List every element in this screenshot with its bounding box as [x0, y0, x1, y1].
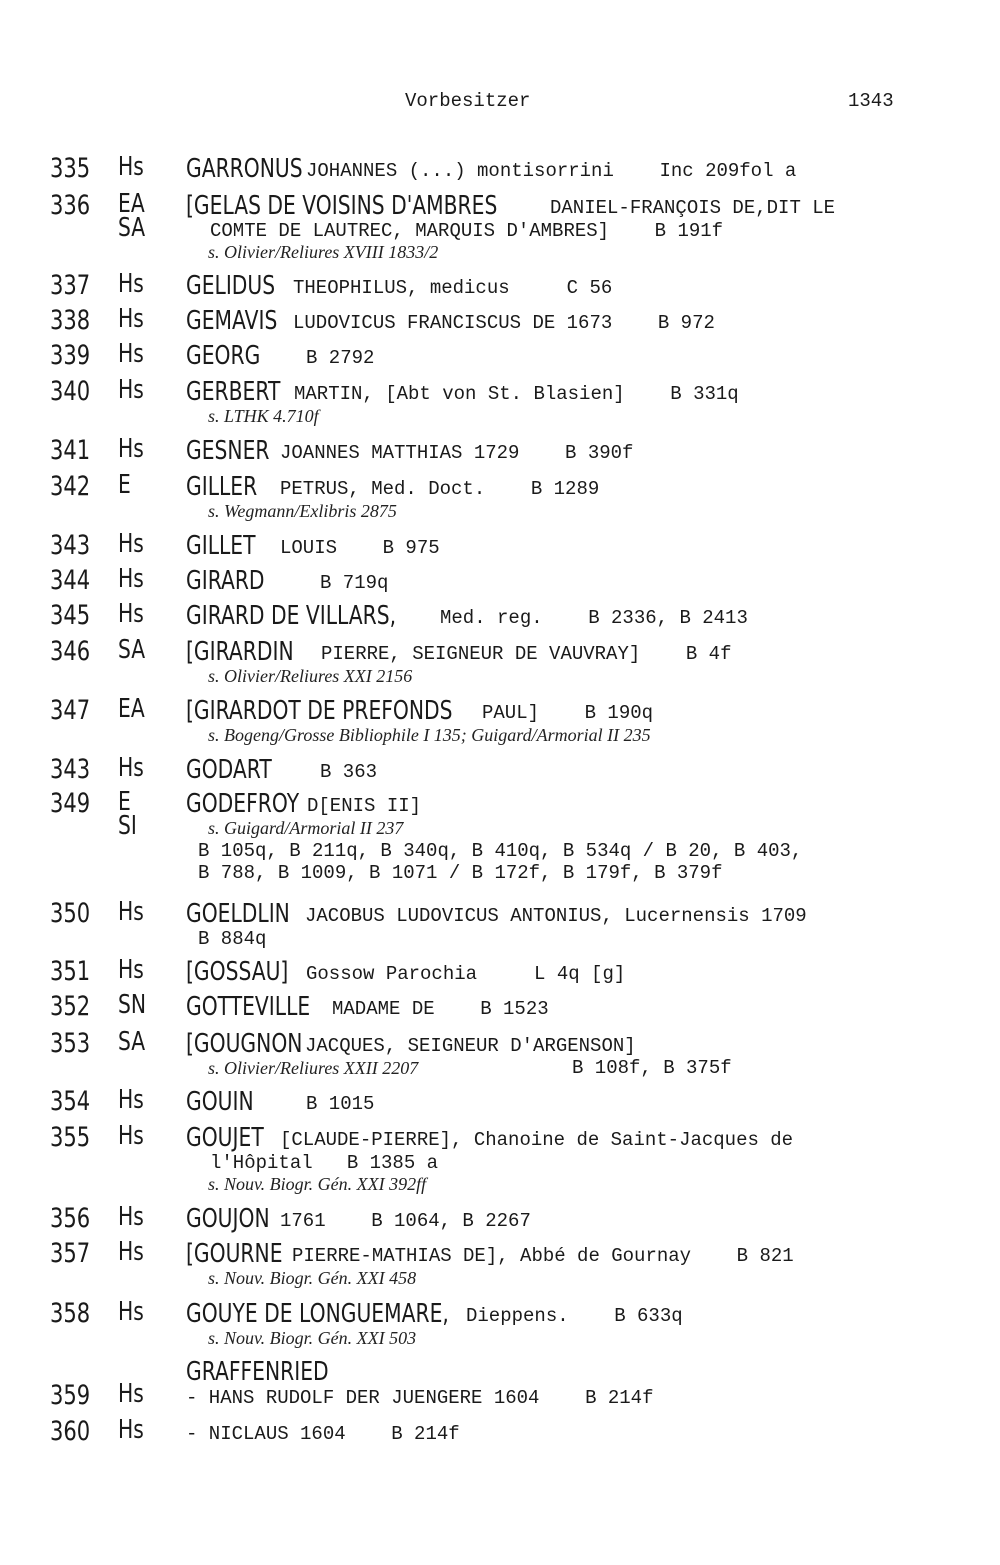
- entry-number: 343: [50, 754, 91, 785]
- entry-details: - NICLAUS 1604 B 214f: [186, 1423, 460, 1445]
- entry-class: [118, 1202, 144, 1232]
- entry-number: 336: [50, 190, 91, 221]
- entry-number: 340: [50, 376, 91, 407]
- entry-class: [118, 269, 144, 299]
- reference-note: s. Olivier/Reliures XXI 2156: [208, 666, 413, 686]
- class-code: Hs: [118, 529, 144, 559]
- class-code: Hs: [118, 599, 144, 629]
- entry-details: DANIEL-FRANÇOIS DE,DIT LE: [550, 197, 836, 219]
- page-header: [0, 90, 1000, 116]
- entry-details: Gossow Parochia L 4q [g]: [306, 963, 626, 985]
- entry-details: PIERRE, SEIGNEUR DE VAUVRAY] B 4f: [321, 643, 732, 665]
- entry-number: 352: [50, 991, 91, 1022]
- entry-number: 358: [50, 1298, 91, 1329]
- entry-number: 342: [50, 471, 91, 502]
- continuation-line: B 788, B 1009, B 1071 / B 172f, B 179f, B 379f: [198, 862, 723, 884]
- entry-number: 359: [50, 1380, 91, 1411]
- owner-name: GOELDLIN: [186, 899, 290, 929]
- reference-note: s. LTHK 4.710f: [208, 406, 319, 426]
- class-code: Hs: [118, 304, 144, 334]
- entry-details: JOHANNES (...) montisorrini Inc 209fol a: [306, 160, 797, 182]
- class-code: Hs: [118, 1237, 144, 1267]
- class-code: EA: [118, 694, 145, 724]
- entry-number: 349: [50, 788, 91, 819]
- entry-class: [118, 1085, 144, 1115]
- entry-number: 337: [50, 270, 91, 301]
- continuation-line: B 105q, B 211q, B 340q, B 410q, B 534q / B 20, B 403,: [198, 840, 803, 862]
- entry-class: [118, 304, 144, 334]
- owner-name: GIRARD: [186, 566, 265, 596]
- entry-class: [118, 599, 144, 629]
- entry-class: [118, 787, 137, 841]
- entry-number: 341: [50, 435, 91, 466]
- entry-number: 346: [50, 636, 91, 667]
- entry-details: PIERRE-MATHIAS DE], Abbé de Gournay B 821: [292, 1245, 794, 1267]
- class-code: Hs: [118, 1415, 144, 1445]
- owner-name: [GELAS DE VOISINS D'AMBRES: [186, 191, 498, 221]
- owner-name: GARRONUS: [186, 154, 303, 184]
- entry-details: MARTIN, [Abt von St. Blasien] B 331q: [294, 383, 739, 405]
- entry-details: Med. reg. B 2336, B 2413: [440, 607, 748, 629]
- owner-name: GILLET: [186, 531, 256, 561]
- owner-name: GEMAVIS: [186, 306, 278, 336]
- entry-number: 335: [50, 153, 91, 184]
- class-code: Hs: [118, 1297, 144, 1327]
- owner-name: GOUIN: [186, 1087, 254, 1117]
- page-number: 1343: [848, 90, 894, 112]
- class-code: Hs: [118, 753, 144, 783]
- entry-details: LUDOVICUS FRANCISCUS DE 1673 B 972: [293, 312, 715, 334]
- class-code: SN: [118, 990, 147, 1020]
- entry-class: [118, 434, 144, 464]
- owner-name: GODART: [186, 755, 272, 785]
- owner-name: GOUJON: [186, 1204, 270, 1234]
- group-heading: GRAFFENRIED: [186, 1357, 329, 1387]
- entry-class: [118, 529, 144, 559]
- reference-note: s. Nouv. Biogr. Gén. XXI 392ff: [208, 1174, 427, 1194]
- entry-number: 344: [50, 565, 91, 596]
- entry-details: B 2792: [306, 347, 375, 369]
- reference-note: s. Nouv. Biogr. Gén. XXI 458: [208, 1268, 417, 1288]
- entry-number: 338: [50, 305, 91, 336]
- entry-details: LOUIS B 975: [280, 537, 440, 559]
- reference-shelfmarks: B 108f, B 375f: [572, 1057, 732, 1079]
- entry-number: 345: [50, 600, 91, 631]
- owner-name: GOTTEVILLE: [186, 992, 311, 1022]
- entry-details: JACOBUS LUDOVICUS ANTONIUS, Lucernensis 1709: [305, 905, 807, 927]
- entry-class: [118, 955, 144, 985]
- owner-name: GERBERT: [186, 377, 281, 407]
- entry-details: B 719q: [320, 572, 389, 594]
- class-code: Hs: [118, 564, 144, 594]
- entry-details: JACQUES, SEIGNEUR D'ARGENSON]: [305, 1035, 636, 1057]
- entry-class: [118, 990, 147, 1020]
- entry-details: 1761 B 1064, B 2267: [280, 1210, 531, 1232]
- entry-class: [118, 152, 144, 182]
- owner-name: GILLER: [186, 472, 258, 502]
- class-code: Hs: [118, 375, 144, 405]
- class-code: Hs: [118, 152, 144, 182]
- entry-details: - HANS RUDOLF DER JUENGERE 1604 B 214f: [186, 1387, 654, 1409]
- entry-details: B 1015: [306, 1093, 375, 1115]
- reference-note: s. Guigard/Armorial II 237: [208, 818, 404, 838]
- owner-name: [GOURNE: [186, 1239, 283, 1269]
- entry-number: 356: [50, 1203, 91, 1234]
- class-code: Hs: [118, 1085, 144, 1115]
- owner-name: [GOUGNON: [186, 1029, 303, 1059]
- class-code: SA: [118, 635, 146, 665]
- entry-number: 355: [50, 1122, 91, 1153]
- entry-number: 357: [50, 1238, 91, 1269]
- owner-name: GOUYE DE LONGUEMARE,: [186, 1299, 449, 1329]
- entry-details: Dieppens. B 633q: [466, 1305, 683, 1327]
- entry-class: [118, 753, 144, 783]
- entry-class: [118, 1415, 144, 1445]
- owner-name: [GIRARDIN: [186, 637, 294, 667]
- entry-class: [118, 635, 146, 665]
- entry-number: 360: [50, 1416, 91, 1447]
- entry-number: 347: [50, 695, 91, 726]
- entry-number: 350: [50, 898, 91, 929]
- entry-class: [118, 564, 144, 594]
- class-code: Hs: [118, 955, 144, 985]
- entry-details: [CLAUDE-PIERRE], Chanoine de Saint-Jacques de: [280, 1129, 794, 1151]
- entry-details: THEOPHILUS, medicus C 56: [293, 277, 613, 299]
- entry-class: [118, 1297, 144, 1327]
- entry-number: 351: [50, 956, 91, 987]
- entry-details: B 363: [320, 761, 378, 783]
- reference-note: s. Olivier/Reliures XVIII 1833/2: [208, 242, 439, 262]
- entry-details: JOANNES MATTHIAS 1729 B 390f: [280, 442, 634, 464]
- class-code: E: [118, 470, 131, 500]
- entry-number: 353: [50, 1028, 91, 1059]
- class-code: Hs: [118, 897, 144, 927]
- entry-class: [118, 1027, 146, 1057]
- owner-name: [GIRARDOT DE PREFONDS: [186, 696, 453, 726]
- reference-note: s. Nouv. Biogr. Gén. XXI 503: [208, 1328, 417, 1348]
- entry-class: [118, 1121, 144, 1151]
- entry-details: PAUL] B 190q: [482, 702, 654, 724]
- entry-class: [118, 897, 144, 927]
- class-code: EA: [118, 189, 145, 219]
- owner-name: [GOSSAU]: [186, 957, 289, 987]
- entry-details: MADAME DE B 1523: [332, 998, 549, 1020]
- reference-note: s. Bogeng/Grosse Bibliophile I 135; Guigard/Armorial II 235: [208, 725, 651, 745]
- reference-note: s. Wegmann/Exlibris 2875: [208, 501, 397, 521]
- entry-class: [118, 189, 146, 243]
- owner-name: GODEFROY: [186, 789, 300, 819]
- reference-note: s. Olivier/Reliures XXII 2207: [208, 1058, 419, 1078]
- owner-name: GELIDUS: [186, 271, 276, 301]
- entry-class: [118, 470, 131, 500]
- entry-details: PETRUS, Med. Doct. B 1289: [280, 478, 600, 500]
- owner-name: GEORG: [186, 341, 261, 371]
- entry-class: [118, 1237, 144, 1267]
- class-code: Hs: [118, 1202, 144, 1232]
- continuation-line: B 884q: [198, 928, 267, 950]
- continuation-line: COMTE DE LAUTREC, MARQUIS D'AMBRES] B 191f: [210, 220, 724, 242]
- owner-name: GOUJET: [186, 1123, 264, 1153]
- entry-class: [118, 694, 145, 724]
- class-code: Hs: [118, 269, 144, 299]
- entry-class: [118, 339, 144, 369]
- page-title: Vorbesitzer: [405, 90, 531, 112]
- class-code-secondary: SA: [118, 213, 146, 243]
- class-code: Hs: [118, 434, 144, 464]
- entry-class: [118, 375, 144, 405]
- entry-number: 354: [50, 1086, 91, 1117]
- entry-details: D[ENIS II]: [307, 795, 422, 817]
- entry-number: 339: [50, 340, 91, 371]
- class-code-secondary: SI: [118, 811, 137, 841]
- class-code: Hs: [118, 1379, 144, 1409]
- class-code: SA: [118, 1027, 146, 1057]
- owner-name: GIRARD DE VILLARS,: [186, 601, 397, 631]
- class-code: E: [118, 787, 131, 817]
- class-code: Hs: [118, 1121, 144, 1151]
- owner-name: GESNER: [186, 436, 270, 466]
- continuation-line: l'Hôpital B 1385 a: [210, 1152, 439, 1174]
- entry-number: 343: [50, 530, 91, 561]
- entry-class: [118, 1379, 144, 1409]
- class-code: Hs: [118, 339, 144, 369]
